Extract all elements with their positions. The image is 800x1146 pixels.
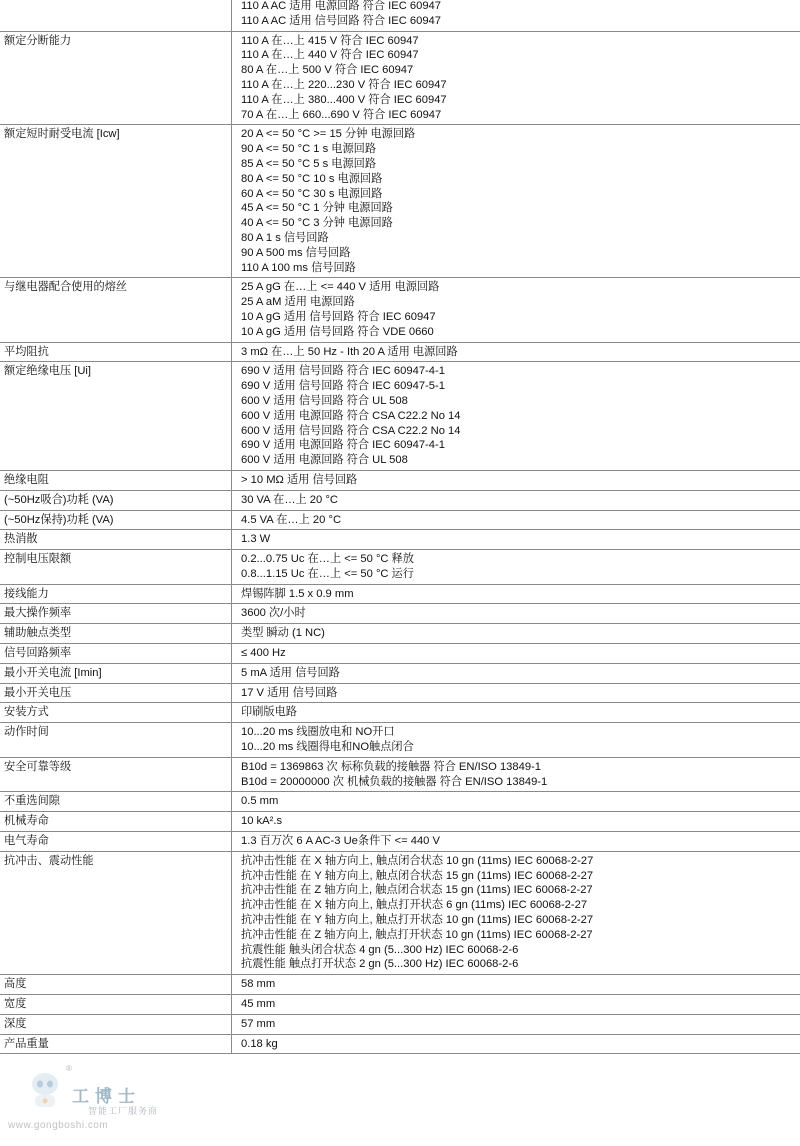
spec-key	[0, 530, 232, 549]
spec-key-text: 热消散	[4, 533, 38, 546]
robot-mascot-icon	[26, 1070, 64, 1110]
spec-value-line: 90 A 500 ms 信号回路	[241, 246, 351, 259]
spec-row	[0, 758, 800, 793]
spec-key-text: 最小开关电压	[4, 686, 72, 699]
spec-value-line: 印刷版电路	[241, 706, 297, 719]
spec-value-line: 1.3 W	[241, 533, 271, 546]
spec-value-line: 690 V 适用 信号回路 符合 IEC 60947-5-1	[241, 380, 445, 393]
spec-key-text: 宽度	[4, 998, 27, 1011]
spec-row	[0, 0, 800, 32]
spec-key	[0, 812, 232, 831]
spec-value-line: 抗冲击性能 在 Z 轴方向上, 触点闭合状态 15 gn (11ms) IEC 60068-2-27	[241, 884, 593, 897]
spec-value-line: 80 A <= 50 °C 10 s 电源回路	[241, 172, 383, 185]
spec-value	[232, 812, 800, 831]
spec-value	[232, 530, 800, 549]
spec-key-text: 深度	[4, 1017, 27, 1030]
spec-row	[0, 852, 800, 975]
spec-row	[0, 585, 800, 605]
spec-value-line: 3600 次/小时	[241, 607, 306, 620]
spec-key	[0, 975, 232, 994]
spec-value-line: 抗震性能 触点打开状态 2 gn (5...300 Hz) IEC 60068-2-6	[241, 958, 519, 971]
spec-value-line: 25 A gG 在…上 <= 440 V 适用 电源回路	[241, 281, 440, 294]
spec-key	[0, 1035, 232, 1054]
spec-row	[0, 812, 800, 832]
spec-value	[232, 758, 800, 792]
spec-value-line: 60 A <= 50 °C 30 s 电源回路	[241, 187, 383, 200]
spec-key-text: 绝缘电阻	[4, 473, 49, 486]
spec-value	[232, 343, 800, 362]
spec-value-line: 类型 瞬动 (1 NC)	[241, 627, 325, 640]
spec-value	[232, 604, 800, 623]
spec-value	[232, 995, 800, 1014]
spec-key	[0, 550, 232, 584]
spec-key-text: 控制电压限额	[4, 553, 72, 566]
spec-row	[0, 604, 800, 624]
spec-value	[232, 0, 800, 31]
spec-value-line: 110 A 100 ms 信号回路	[241, 261, 356, 274]
spec-key-text: (~50Hz吸合)功耗 (VA)	[4, 493, 114, 506]
spec-key	[0, 1015, 232, 1034]
spec-value-line: 抗冲击性能 在 X 轴方向上, 触点打开状态 6 gn (11ms) IEC 60068-2-27	[241, 899, 588, 912]
spec-key	[0, 995, 232, 1014]
spec-key-text: 动作时间	[4, 726, 49, 739]
spec-key-text: 不重选间隙	[4, 795, 60, 808]
spec-key	[0, 758, 232, 792]
spec-row	[0, 624, 800, 644]
spec-value-line: 45 A <= 50 °C 1 分钟 电源回路	[241, 202, 393, 215]
spec-value-line: 600 V 适用 信号回路 符合 UL 508	[241, 394, 408, 407]
spec-key	[0, 852, 232, 974]
spec-value-line: 10...20 ms 线圈放电和 NO开口	[241, 726, 395, 739]
spec-value-line: 690 V 适用 电源回路 符合 IEC 60947-4-1	[241, 439, 445, 452]
spec-key-text: 与继电器配合使用的熔丝	[4, 281, 128, 294]
spec-value-line: 600 V 适用 电源回路 符合 UL 508	[241, 454, 408, 467]
spec-row	[0, 664, 800, 684]
spec-key-text: (~50Hz保持)功耗 (VA)	[4, 513, 114, 526]
spec-key	[0, 723, 232, 757]
spec-value-line: 58 mm	[241, 978, 276, 991]
spec-key	[0, 32, 232, 125]
spec-value	[232, 832, 800, 851]
spec-row	[0, 644, 800, 664]
spec-value	[232, 644, 800, 663]
spec-row	[0, 511, 800, 531]
spec-key-text: 高度	[4, 978, 27, 991]
spec-row	[0, 1015, 800, 1035]
spec-row	[0, 530, 800, 550]
watermark-brand: 工博士	[72, 1087, 141, 1107]
spec-key-text: 额定绝缘电压 [Ui]	[4, 365, 92, 378]
spec-value-line: 焊锡阵脚 1.5 x 0.9 mm	[241, 587, 354, 600]
spec-value-line: 4.5 VA 在…上 20 °C	[241, 513, 342, 526]
spec-key-text: 平均阻抗	[4, 345, 49, 358]
watermark-url: www.gongboshi.com	[8, 1120, 109, 1131]
spec-key	[0, 684, 232, 703]
spec-key	[0, 792, 232, 811]
spec-value-line: 0.5 mm	[241, 795, 279, 808]
spec-row	[0, 995, 800, 1015]
spec-key-text: 接线能力	[4, 587, 49, 600]
spec-value-line: 30 VA 在…上 20 °C	[241, 493, 338, 506]
spec-row	[0, 1035, 800, 1055]
spec-value	[232, 32, 800, 125]
spec-key-text: 辅助触点类型	[4, 627, 72, 640]
spec-value-line: 45 mm	[241, 998, 276, 1011]
spec-value-line: 0.8...1.15 Uc 在…上 <= 50 °C 运行	[241, 567, 414, 580]
spec-value	[232, 125, 800, 277]
spec-key	[0, 624, 232, 643]
spec-key-text: 信号回路频率	[4, 647, 72, 660]
spec-row	[0, 792, 800, 812]
spec-value-line: ≤ 400 Hz	[241, 647, 286, 660]
spec-value-line: 110 A 在…上 440 V 符合 IEC 60947	[241, 49, 419, 62]
spec-key	[0, 278, 232, 341]
spec-row	[0, 343, 800, 363]
spec-row	[0, 362, 800, 471]
spec-key	[0, 125, 232, 277]
spec-value-line: 80 A 1 s 信号回路	[241, 231, 329, 244]
spec-value-line: 10 A gG 适用 信号回路 符合 IEC 60947	[241, 310, 436, 323]
spec-value-line: 0.2...0.75 Uc 在…上 <= 50 °C 释放	[241, 553, 414, 566]
spec-key	[0, 362, 232, 470]
spec-key-text: 抗冲击、震动性能	[4, 854, 94, 867]
spec-value	[232, 975, 800, 994]
spec-value-line: 40 A <= 50 °C 3 分钟 电源回路	[241, 217, 393, 230]
spec-value-line: B10d = 20000000 次 机械负载的接触器 符合 EN/ISO 13849-1	[241, 775, 548, 788]
spec-value-line: 110 A AC 适用 电源回路 符合 IEC 60947	[241, 0, 442, 12]
spec-value	[232, 723, 800, 757]
spec-value-line: 110 A 在…上 220...230 V 符合 IEC 60947	[241, 78, 447, 91]
spec-value	[232, 1035, 800, 1054]
spec-value-line: > 10 MΩ 适用 信号回路	[241, 473, 358, 486]
spec-value-line: 抗冲击性能 在 Y 轴方向上, 触点闭合状态 15 gn (11ms) IEC 60068-2-27	[241, 869, 594, 882]
spec-key	[0, 703, 232, 722]
spec-key	[0, 471, 232, 490]
spec-value	[232, 1015, 800, 1034]
spec-row	[0, 278, 800, 342]
spec-key-text: 最小开关电流 [Imin]	[4, 666, 102, 679]
spec-key	[0, 585, 232, 604]
spec-key	[0, 511, 232, 530]
spec-row	[0, 125, 800, 278]
spec-value	[232, 624, 800, 643]
spec-key	[0, 0, 232, 31]
spec-value-line: 10...20 ms 线圈得电和NO触点闭合	[241, 741, 414, 754]
spec-value	[232, 278, 800, 341]
spec-value-line: 抗冲击性能 在 Z 轴方向上, 触点打开状态 10 gn (11ms) IEC 60068-2-27	[241, 928, 593, 941]
spec-row	[0, 550, 800, 585]
spec-value-line: 20 A <= 50 °C >= 15 分钟 电源回路	[241, 128, 416, 141]
spec-value-line: 57 mm	[241, 1017, 276, 1030]
spec-key	[0, 832, 232, 851]
spec-key-text: 安全可靠等级	[4, 760, 72, 773]
watermark-subtitle: 智能工厂服务商	[88, 1106, 159, 1116]
spec-value-line: 110 A AC 适用 信号回路 符合 IEC 60947	[241, 14, 442, 27]
registered-mark: ®	[66, 1064, 72, 1073]
spec-row	[0, 975, 800, 995]
spec-value-line: 690 V 适用 信号回路 符合 IEC 60947-4-1	[241, 365, 445, 378]
spec-value	[232, 684, 800, 703]
spec-key-text: 电气寿命	[4, 835, 49, 848]
spec-row	[0, 491, 800, 511]
spec-key-text: 额定短时耐受电流 [Icw]	[4, 128, 120, 141]
spec-value	[232, 511, 800, 530]
spec-value-line: 110 A 在…上 415 V 符合 IEC 60947	[241, 34, 419, 47]
spec-value-line: 抗冲击性能 在 Y 轴方向上, 触点打开状态 10 gn (11ms) IEC 60068-2-27	[241, 914, 594, 927]
spec-value-line: 25 A aM 适用 电源回路	[241, 296, 355, 309]
spec-value-line: 70 A 在…上 660...690 V 符合 IEC 60947	[241, 108, 442, 121]
spec-key-text: 产品重量	[4, 1037, 49, 1050]
spec-value	[232, 550, 800, 584]
spec-key	[0, 604, 232, 623]
spec-value-line: 10 A gG 适用 信号回路 符合 VDE 0660	[241, 325, 434, 338]
spec-value	[232, 585, 800, 604]
spec-row	[0, 703, 800, 723]
spec-value-line: 0.18 kg	[241, 1037, 278, 1050]
spec-value-line: 90 A <= 50 °C 1 s 电源回路	[241, 143, 377, 156]
spec-key	[0, 343, 232, 362]
spec-value-line: 80 A 在…上 500 V 符合 IEC 60947	[241, 64, 414, 77]
spec-value-line: 600 V 适用 信号回路 符合 CSA C22.2 No 14	[241, 424, 461, 437]
spec-value-line: 3 mΩ 在…上 50 Hz - Ith 20 A 适用 电源回路	[241, 345, 458, 358]
spec-value	[232, 703, 800, 722]
spec-value	[232, 362, 800, 470]
spec-value	[232, 792, 800, 811]
spec-row	[0, 471, 800, 491]
spec-value-line: 1.3 百万次 6 A AC-3 Ue条件下 <= 440 V	[241, 835, 440, 848]
spec-value	[232, 491, 800, 510]
spec-value-line: 10 kA².s	[241, 815, 283, 828]
spec-value-line: 5 mA 适用 信号回路	[241, 666, 340, 679]
spec-key-text: 安装方式	[4, 706, 49, 719]
spec-row	[0, 723, 800, 758]
spec-value-line: 抗震性能 触头闭合状态 4 gn (5...300 Hz) IEC 60068-2-6	[241, 943, 519, 956]
spec-value	[232, 852, 800, 974]
spec-key-text: 机械寿命	[4, 815, 49, 828]
spec-value-line: 抗冲击性能 在 X 轴方向上, 触点闭合状态 10 gn (11ms) IEC 60068-2-27	[241, 854, 594, 867]
spec-value-line: B10d = 1369863 次 标称负载的接触器 符合 EN/ISO 13849-1	[241, 760, 542, 773]
spec-row	[0, 684, 800, 704]
spec-key-text: 额定分断能力	[4, 34, 72, 47]
spec-value-line: 85 A <= 50 °C 5 s 电源回路	[241, 157, 377, 170]
spec-key	[0, 644, 232, 663]
spec-key	[0, 491, 232, 510]
spec-value	[232, 664, 800, 683]
spec-row	[0, 832, 800, 852]
spec-key-text: 最大操作频率	[4, 607, 72, 620]
spec-value-line: 600 V 适用 电源回路 符合 CSA C22.2 No 14	[241, 409, 461, 422]
spec-value-line: 17 V 适用 信号回路	[241, 686, 338, 699]
spec-key	[0, 664, 232, 683]
watermark	[8, 1064, 194, 1146]
spec-row	[0, 32, 800, 126]
spec-value-line: 110 A 在…上 380...400 V 符合 IEC 60947	[241, 93, 447, 106]
spec-value	[232, 471, 800, 490]
